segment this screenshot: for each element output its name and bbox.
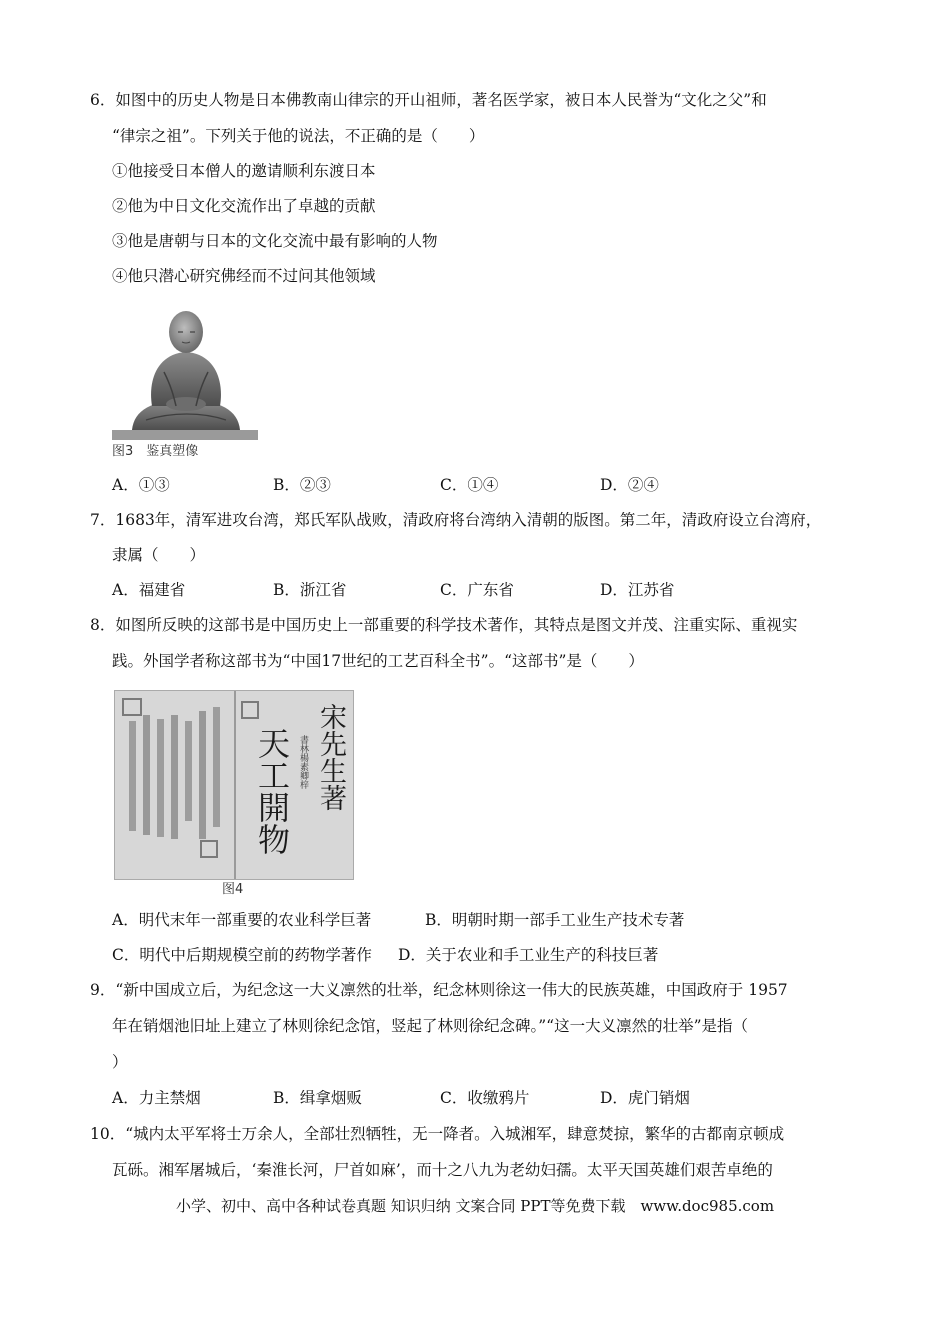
book-publisher: 書林楊素卿梓 — [298, 735, 308, 789]
q7-stem-line2: 隶属（ ） — [112, 546, 206, 564]
q6-statement-1: ①他接受日本僧人的邀请顺利东渡日本 — [112, 162, 376, 180]
q9-stem-line3: ） — [112, 1053, 128, 1071]
left-page-text-columns — [115, 691, 233, 879]
jianzhen-statue-image — [112, 302, 260, 442]
q7-option-a: A．福建省 — [112, 581, 186, 599]
q9-stem-line2: 年在销烟池旧址上建立了林则徐纪念馆，竖起了林则徐纪念碑。”“这一大义凛然的壮举”是指（ — [112, 1017, 749, 1035]
q8-option-a: A．明代末年一部重要的农业科学巨著 — [112, 911, 372, 929]
seal-stamp — [241, 701, 259, 719]
q6-option-c: C．①④ — [440, 476, 499, 494]
q9-option-c: C．收缴鸦片 — [440, 1089, 530, 1107]
book-fold — [234, 691, 236, 879]
q9-option-a: A．力主禁烟 — [112, 1089, 201, 1107]
q8-stem-line2: 践。外国学者称这部书为“中国17世纪的工艺百科全书”。“这部书”是（ ） — [112, 652, 644, 670]
q7-option-b: B．浙江省 — [273, 581, 347, 599]
q9-option-d: D．虎门销烟 — [600, 1089, 690, 1107]
q10-stem-line2: 瓦砾。湘军屠城后，‘秦淮长河，尸首如麻’，而十之八九为老幼妇孺。太平天国英雄们艰苦卓绝的 — [112, 1161, 773, 1179]
q6-option-b: B．②③ — [273, 476, 331, 494]
q6-statement-4: ④他只潜心研究佛经而不过问其他领域 — [112, 267, 376, 285]
q7-option-c: C．广东省 — [440, 581, 514, 599]
q9-option-b: B．缉拿烟贩 — [273, 1089, 362, 1107]
q8-option-d: D．关于农业和手工业生产的科技巨著 — [398, 946, 659, 964]
q8-option-c: C．明代中后期规模空前的药物学著作 — [112, 946, 372, 964]
book-author-title: 宋先生著 — [315, 703, 346, 811]
q6-stem-line2: “律宗之祖”。下列关于他的说法，不正确的是（ ） — [112, 127, 485, 145]
figure-3-caption: 图3 鉴真塑像 — [112, 444, 199, 459]
book-title: 天工開物 — [253, 727, 291, 855]
q8-option-b: B．明朝时期一部手工业生产技术专著 — [425, 911, 685, 929]
q8-stem-line1: 8．如图所反映的这部书是中国历史上一部重要的科学技术著作，其特点是图文并茂、注重实际、重视实 — [90, 616, 798, 634]
q7-option-d: D．江苏省 — [600, 581, 675, 599]
book-page-scan — [114, 690, 354, 880]
jianzhen-statue-figure — [112, 302, 260, 460]
q10-stem-line1: 10．“城内太平军将士万余人，全部壮烈牺牲，无一降者。入城湘军，肆意焚掠，繁华的古都南京顿成 — [90, 1125, 785, 1143]
page-footer: 小学、初中、高中各种试卷真题 知识归纳 文案合同 PPT等免费下载 www.doc985.com — [175, 1197, 775, 1215]
q6-statement-2: ②他为中日文化交流作出了卓越的贡献 — [112, 197, 376, 215]
q7-stem-line1: 7．1683年，清军进攻台湾，郑氏军队战败，清政府将台湾纳入清朝的版图。第二年，清政府设立台湾府， — [90, 511, 822, 529]
q9-stem-line1: 9．“新中国成立后，为纪念这一大义凛然的壮举，纪念林则徐这一伟大的民族英雄，中国政府于 1957 — [90, 981, 788, 999]
q6-statement-3: ③他是唐朝与日本的文化交流中最有影响的人物 — [112, 232, 438, 250]
q6-stem-line1: 6．如图中的历史人物是日本佛教南山律宗的开山祖师，著名医学家，被日本人民誉为“文化之父”和 — [90, 91, 767, 109]
q6-option-a: A．①③ — [112, 476, 170, 494]
q6-option-d: D．②④ — [600, 476, 659, 494]
tiangong-kaiwu-figure — [114, 690, 354, 902]
figure-4-caption: 图4 — [222, 882, 244, 897]
